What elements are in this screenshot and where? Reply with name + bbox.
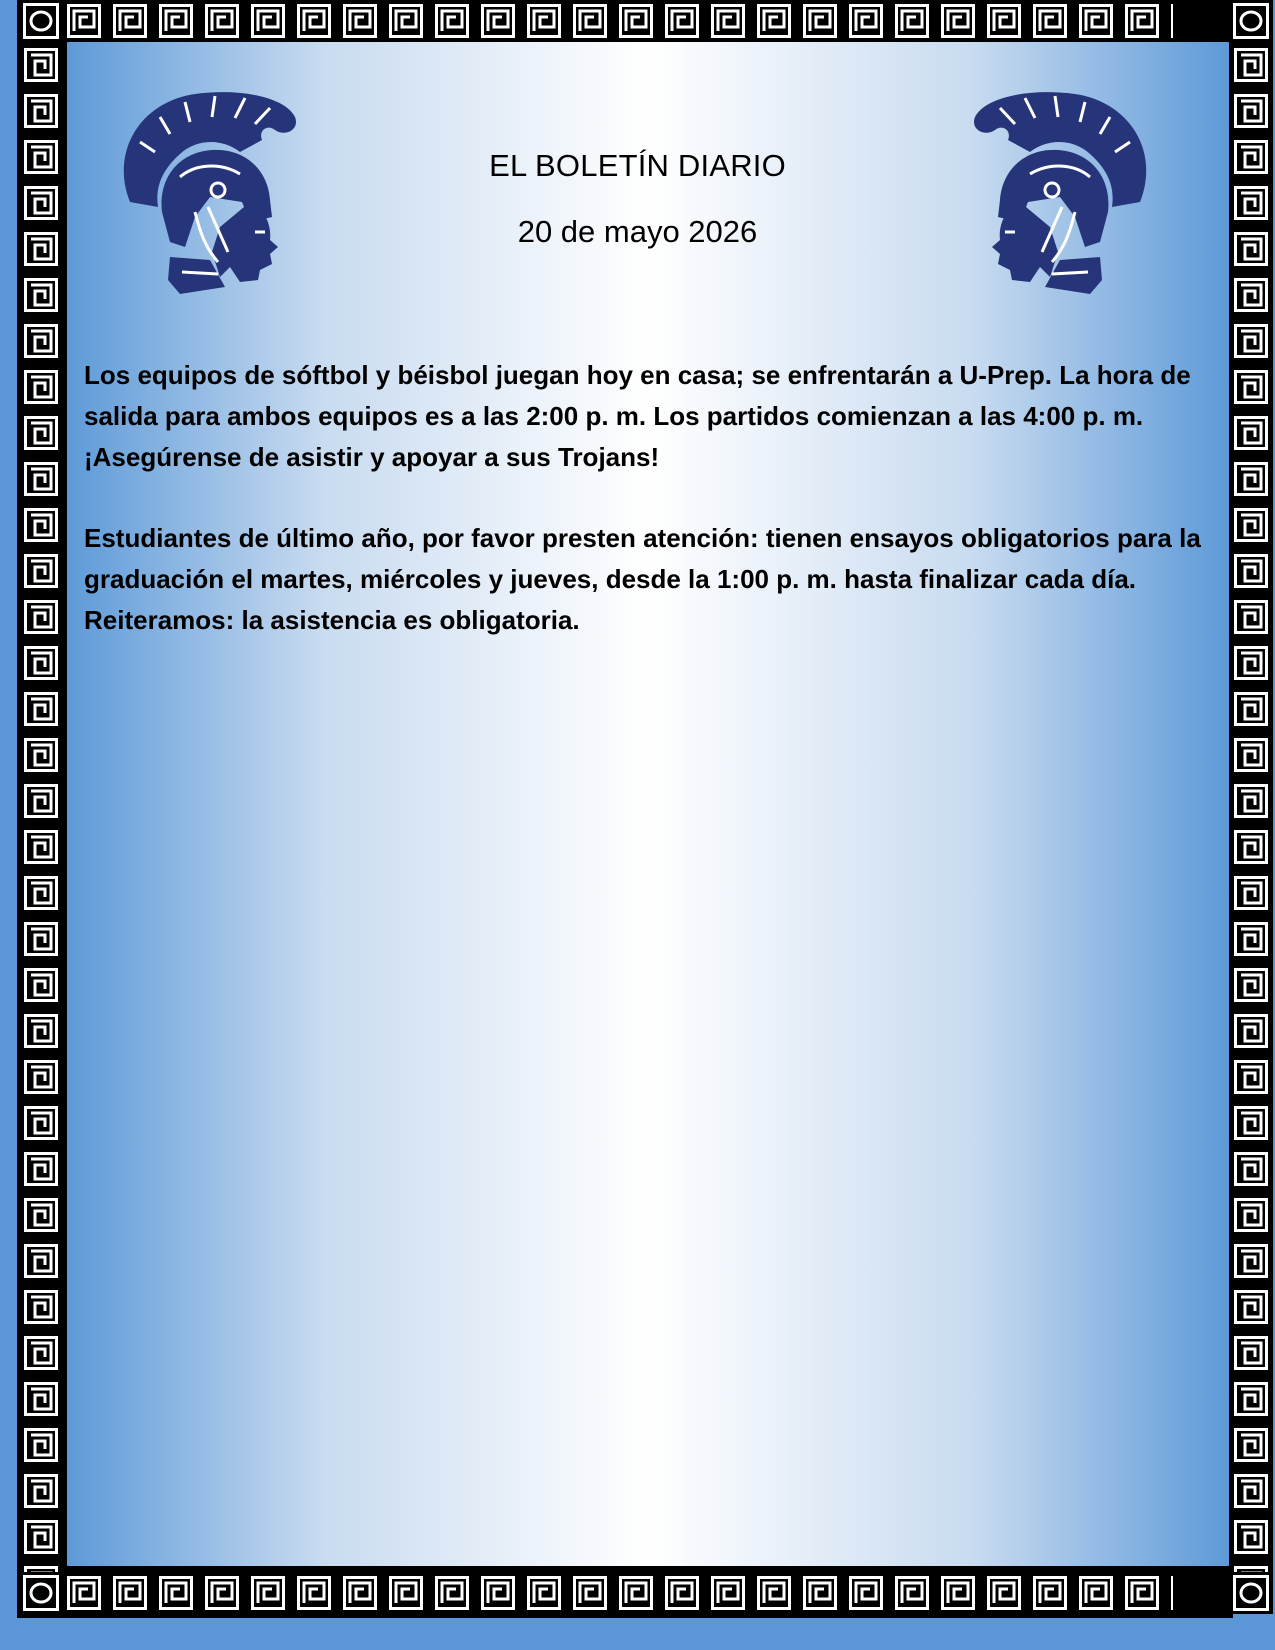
bulletin-title: EL BOLETÍN DIARIO — [489, 148, 786, 183]
border-right — [1229, 42, 1273, 1572]
corner-bottom-left-ornament — [19, 1572, 63, 1616]
corner-top-right-ornament — [1229, 0, 1273, 44]
border-bottom — [61, 1572, 1173, 1614]
trojan-helmet-icon — [100, 82, 305, 297]
border-left — [19, 42, 63, 1572]
announcement-sports: Los equipos de sóftbol y béisbol juegan hoy en casa; se enfrentarán a U-Prep. La hora de salida para ambos equipos es a las 2:00 p. m. Los partidos comienzan a las 4:00 p. m. ¡Asegúrense de asistir y apoyar a sus Trojans! — [84, 360, 1191, 472]
corner-bottom-right-ornament — [1229, 1572, 1273, 1616]
corner-top-left-ornament — [19, 0, 63, 44]
bulletin-date: 20 de mayo 2026 — [517, 214, 758, 249]
border-top — [61, 0, 1173, 42]
announcement-graduation: Estudiantes de último año, por favor presten atención: tienen ensayos obligatorios para la graduación el martes, miércoles y jueves, desde la 1:00 p. m. hasta finalizar cada día. Reiteramos: la asistencia es obligatoria. — [84, 523, 1201, 635]
trojan-helmet-icon — [965, 82, 1170, 297]
